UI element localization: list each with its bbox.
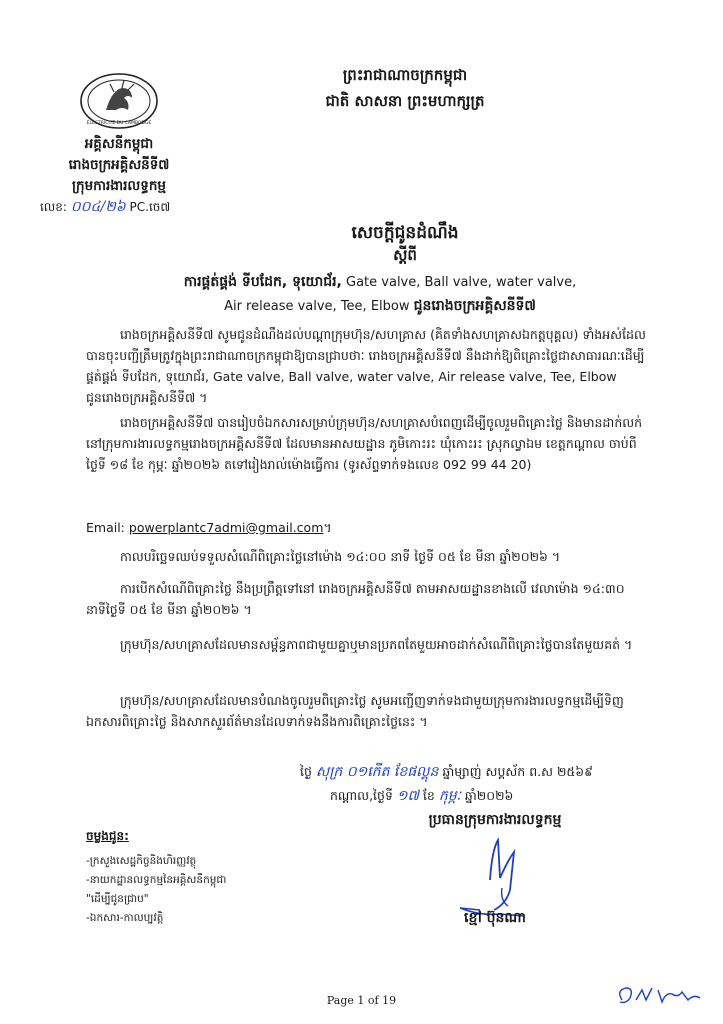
- notice-title: សេចក្ដីជូនដំណឹង: [351, 223, 459, 243]
- month-label: ខែ: [422, 788, 435, 803]
- cc-item: -ក្រសួងសេដ្ឋកិច្ចនិងហិរញ្ញវត្ថុ: [86, 855, 197, 867]
- paragraph-4: ការបើកសំណើពិគ្រោះថ្លៃ នឹងប្រព្រឹត្តទៅនៅ រោងចក្រអគ្គិសនីទី៧ តាមអាសយដ្ឋានខាងលើ វេលាម៉ោង ១៤:៣០ នាទីថ្ងៃទី ០៥ ខែ មីនា ឆ្នាំ២០២៦ ។: [86, 581, 625, 617]
- cc-heading: ចម្លងជូន:: [86, 829, 129, 843]
- reference-line: [40, 197, 170, 218]
- place-prefix: កណ្ដាល,ថ្ងៃទី: [330, 788, 393, 803]
- email-suffix: ។: [323, 520, 332, 535]
- notice-subject-line2: [120, 296, 640, 317]
- subject-tail: Gate valve, Ball valve, water valve,: [346, 275, 577, 290]
- org-name: អគ្គិសនីកម្ពុជា: [84, 136, 154, 152]
- subject-recipient: ជូនរោងចក្រអគ្គិសនីទី៧: [413, 298, 536, 314]
- email-link[interactable]: powerplantc7admi@gmail.com: [128, 520, 324, 535]
- lunar-handwritten: សុក្រ ០១កើត ខែផល្គុន: [315, 764, 439, 780]
- ref-label: លេខ:: [40, 200, 67, 214]
- day-handwritten: ១៧: [396, 788, 419, 804]
- paragraph-1: រោងចក្រអគ្គិសនីទី៧ សូមជូនដំណឹងដល់បណ្ដាក្រុមហ៊ុន/សហគ្រាស (គិតទាំងសហគ្រាសឯកត្តបុគ្គល) ទាំងអស់ដែលបានចុះបញ្ជីត្រឹមត្រូវក្នុងព្រះរាជាណាចក្រកម្ពុជាឱ្យបានជ្រាបថាៈ រោងចក្រអគ្គិសនីទី៧ នឹងដាក់ឱ្យពិគ្រោះថ្លៃជាសាធារណៈដើម្បីផ្គត់ផ្គង់ ទីបដែក, ទុយោជ័រ, Gate valve, Ball valve, water valve, Air release valve, Tee, Elbow ជូនរោងចក្រអគ្គិសនីទី៧ ។: [86, 327, 646, 405]
- page-initials: [612, 980, 712, 1010]
- email-line: [86, 520, 332, 539]
- edc-seal: [78, 72, 160, 130]
- subject-items: Air release valve, Tee, Elbow: [224, 299, 410, 314]
- kingdom-title: ព្រះរាជាណាចក្រកម្ពុជា: [342, 66, 468, 84]
- signer-name: ខ្មៅ ប៊ុនណា: [464, 910, 526, 926]
- email-label: Email:: [86, 520, 125, 535]
- cc-item: -ឯកសារ-កាលប្បវត្តិ: [86, 912, 164, 924]
- year: ឆ្នាំ២០២៦: [464, 788, 514, 803]
- cc-item: -នាយកដ្ឋានលទ្ធកម្មនៃអគ្គិសនីកម្ពុជា: [86, 874, 227, 886]
- national-motto: ជាតិ សាសនា ព្រះមហាក្សត្រ: [325, 92, 485, 110]
- page-number: Page 1 of 19: [326, 994, 397, 1007]
- org-plant: រោងចក្រអគ្គិសនីទី៧: [68, 157, 170, 173]
- paragraph-2: រោងចក្រអគ្គិសនីទី៧ បានរៀបចំឯកសារសម្រាប់ក្រុមហ៊ុន/សហគ្រាសបំពេញដើម្បីចូលរួមពិគ្រោះថ្លៃ និងមានដាក់លក់នៅក្រុមការងារលទ្ធកម្មរោងចក្រអគ្គិសនីទី៧ ដែលមានអាសយដ្ឋាន ភូមិកោះរះ ឃុំកោះរះ ស្រុកល្វាឯម ខេត្តកណ្ដាល ចាប់ពីថ្ងៃទី ១៨ ខែ កុម្ភៈ ឆ្នាំ២០២៦ តទៅរៀងរាល់ម៉ោងធ្វើការ (ទូរស័ព្ទទាក់ទងលេខ 092 99 44 20): [86, 415, 643, 472]
- ref-suffix: PC.ចេ៧: [129, 200, 171, 214]
- paragraph-6: ក្រុមហ៊ុន/សហគ្រាសដែលមានបំណងចូលរួមពិគ្រោះថ្លៃ សូមអញ្ជើញទាក់ទងជាមួយក្រុមការងារលទ្ធកម្មដើម្បីទិញឯកសារពិគ្រោះថ្លៃ និងសាកសួរព័ត៌មានដែលទាក់ទងនឹងការពិគ្រោះថ្លៃនេះ ។: [86, 693, 624, 729]
- notice-subject-line1: [120, 272, 640, 293]
- org-unit: ក្រុមការងារលទ្ធកម្ម: [72, 178, 166, 194]
- ref-number: ០០៤/២៦: [70, 199, 126, 215]
- solar-date: [330, 786, 513, 807]
- paragraph-5: ក្រុមហ៊ុន/សហគ្រាសដែលមានសម្ព័ន្ធភាពជាមួយគ្នាឬមានប្រភពតែមួយអាចដាក់សំណើពិគ្រោះថ្លៃបានតែមួយគត់ ។: [120, 637, 633, 652]
- lunar-suffix: ឆ្នាំម្សាញ់ សប្ដស័ក ព.ស ២៥៦៩: [442, 764, 593, 779]
- lunar-date: [300, 762, 593, 783]
- cc-item: "ដើម្បីជូនជ្រាប": [86, 893, 149, 905]
- paragraph-3: កាលបរិច្ឆេទឈប់ទទួលសំណើពិគ្រោះថ្លៃនៅម៉ោង ១៤:០០ នាទី ថ្ងៃទី ០៥ ខែ មីនា ឆ្នាំ២០២៦ ។: [120, 549, 561, 564]
- signer-title: ប្រធានក្រុមការងារលទ្ធកម្ម: [428, 812, 562, 828]
- lunar-prefix: ថ្ងៃ: [300, 764, 312, 779]
- month-handwritten: កុម្ភៈ: [438, 788, 461, 804]
- notice-about: ស្ដីពី: [393, 246, 417, 264]
- svg-text:ÉLECTRICITÉ DU CAMBODGE: ÉLECTRICITÉ DU CAMBODGE: [86, 121, 152, 126]
- signature: [440, 830, 580, 920]
- subject-bold: ការផ្គត់ផ្គង់ ទីបដែក, ទុយោជ័រ,: [183, 274, 342, 290]
- cc-list: [86, 852, 226, 928]
